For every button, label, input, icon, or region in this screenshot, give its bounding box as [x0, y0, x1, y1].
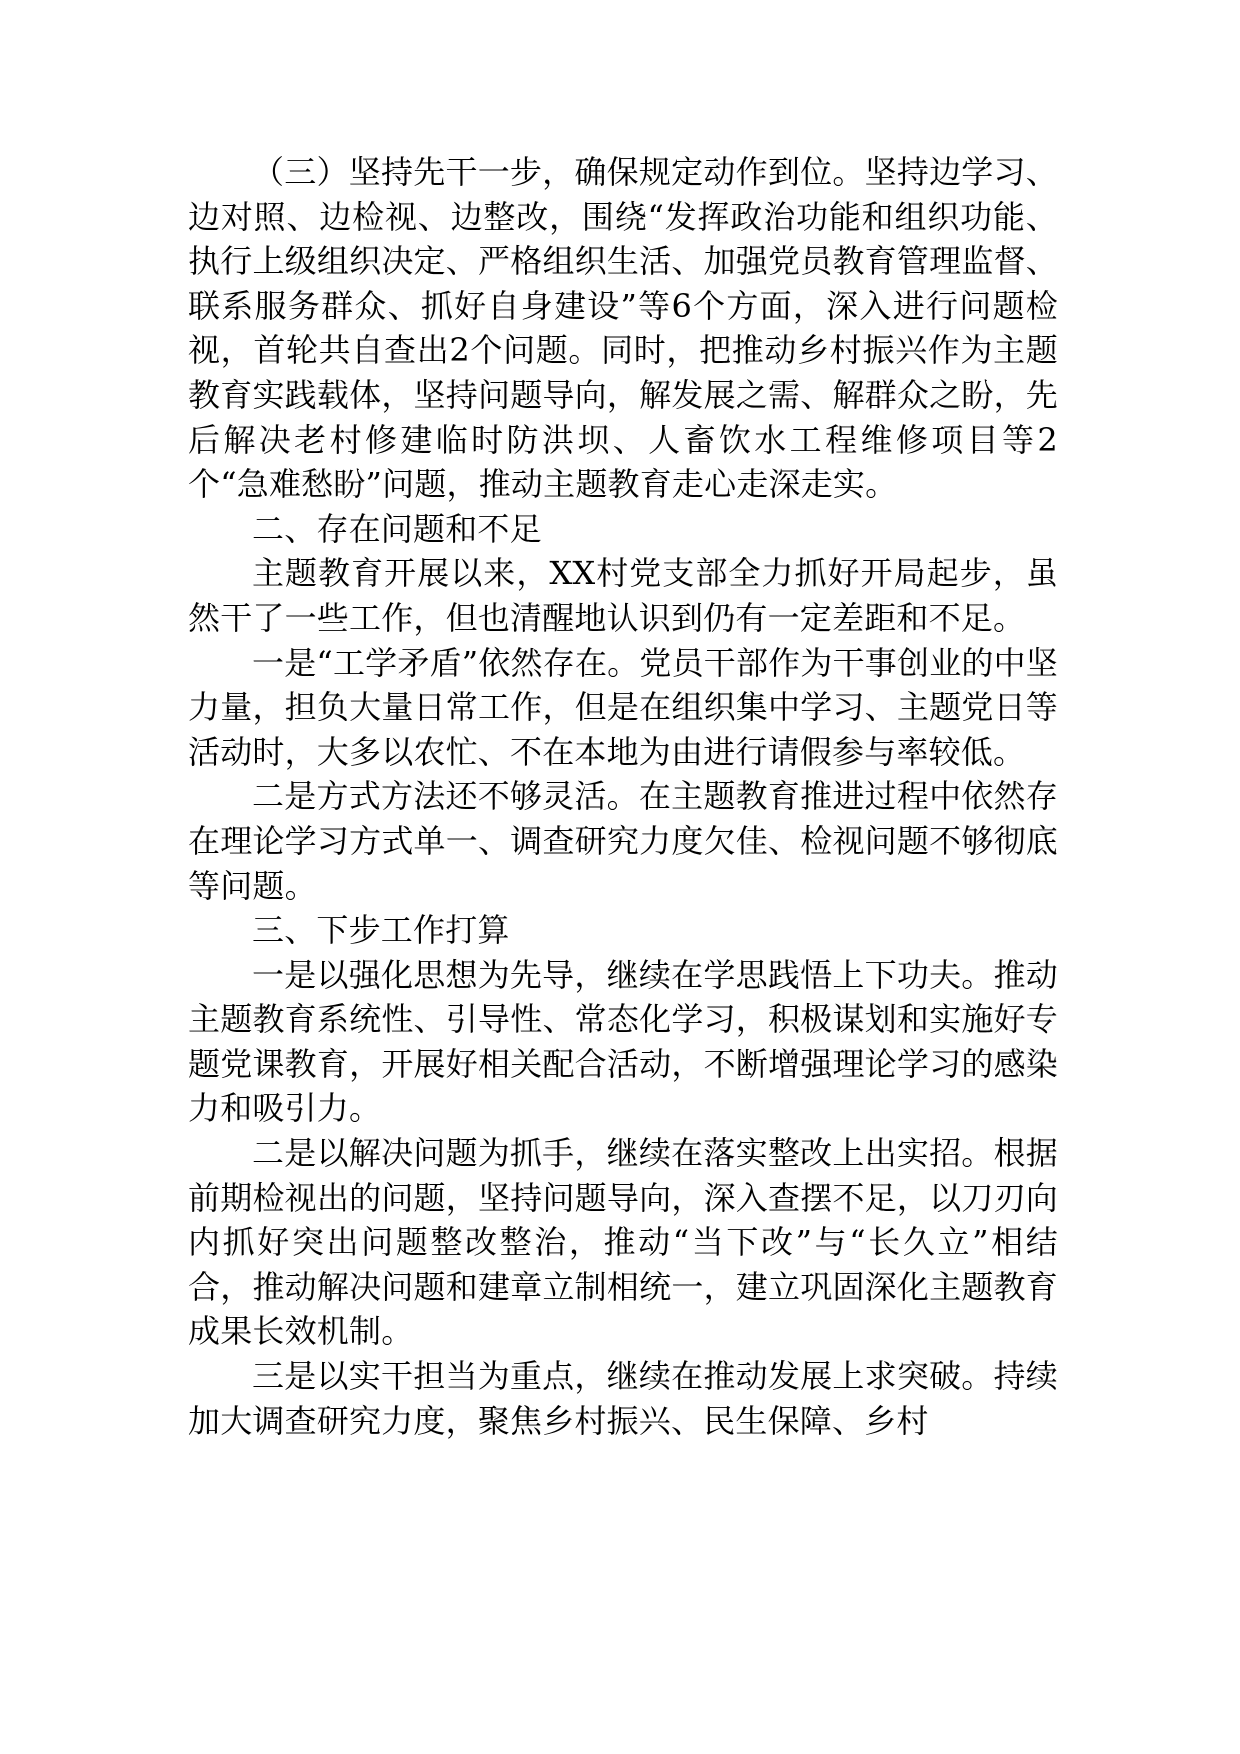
paragraph-plan-rectification: 二是以解决问题为抓手，继续在落实整改上出实招。根据前期检视出的问题，坚持问题导向，深入查摆不足，以刀刃向内抓好突出问题整改整治，推动“当下改”与“长久立”相结合，推动解决问题和建章立制相统一，建立巩固深化主题教育成果长效机制。 — [188, 1134, 1058, 1351]
paragraph-practice-first: （三）坚持先干一步，确保规定动作到位。坚持边学习、边对照、边检视、边整改，围绕“发挥政治功能和组织功能、执行上级组织决定、严格组织生活、加强党员教育管理监督、联系服务群众、抓好自身建设”等6个方面，深入进行问题检视，首轮共自查出2个问题。同时，把推动乡村振兴作为主题教育实践载体，坚持问题导向，解发展之需、解群众之盼，先后解决老村修建临时防洪坝、人畜饮水工程维修项目等2个“急难愁盼”问题，推动主题教育走心走深走实。 — [188, 153, 1058, 504]
document-body — [188, 150, 1058, 1443]
paragraph-problems-intro: 主题教育开展以来，XX村党支部全力抓好开局起步，虽然干了一些工作，但也清醒地认识到仍有一定差距和不足。 — [188, 554, 1058, 637]
paragraph-plan-development: 三是以实干担当为重点，继续在推动发展上求突破。持续加大调查研究力度，聚焦乡村振兴、民生保障、乡村 — [188, 1357, 1058, 1440]
section-heading-next-steps: 三、下步工作打算 — [252, 911, 510, 950]
section-heading-problems: 二、存在问题和不足 — [252, 509, 542, 548]
paragraph-plan-ideology: 一是以强化思想为先导，继续在学思践悟上下功夫。推动主题教育系统性、引导性、常态化学习，积极谋划和实施好专题党课教育，开展好相关配合活动，不断增强理论学习的感染力和吸引力。 — [188, 955, 1058, 1128]
paragraph-problem-work-study-conflict: 一是“工学矛盾”依然存在。党员干部作为干事创业的中坚力量，担负大量日常工作，但是在组织集中学习、主题党日等活动时，大多以农忙、不在本地为由进行请假参与率较低。 — [188, 643, 1058, 771]
paragraph-problem-methods: 二是方式方法还不够灵活。在主题教育推进过程中依然存在理论学习方式单一、调查研究力度欠佳、检视问题不够彻底等问题。 — [188, 777, 1058, 905]
